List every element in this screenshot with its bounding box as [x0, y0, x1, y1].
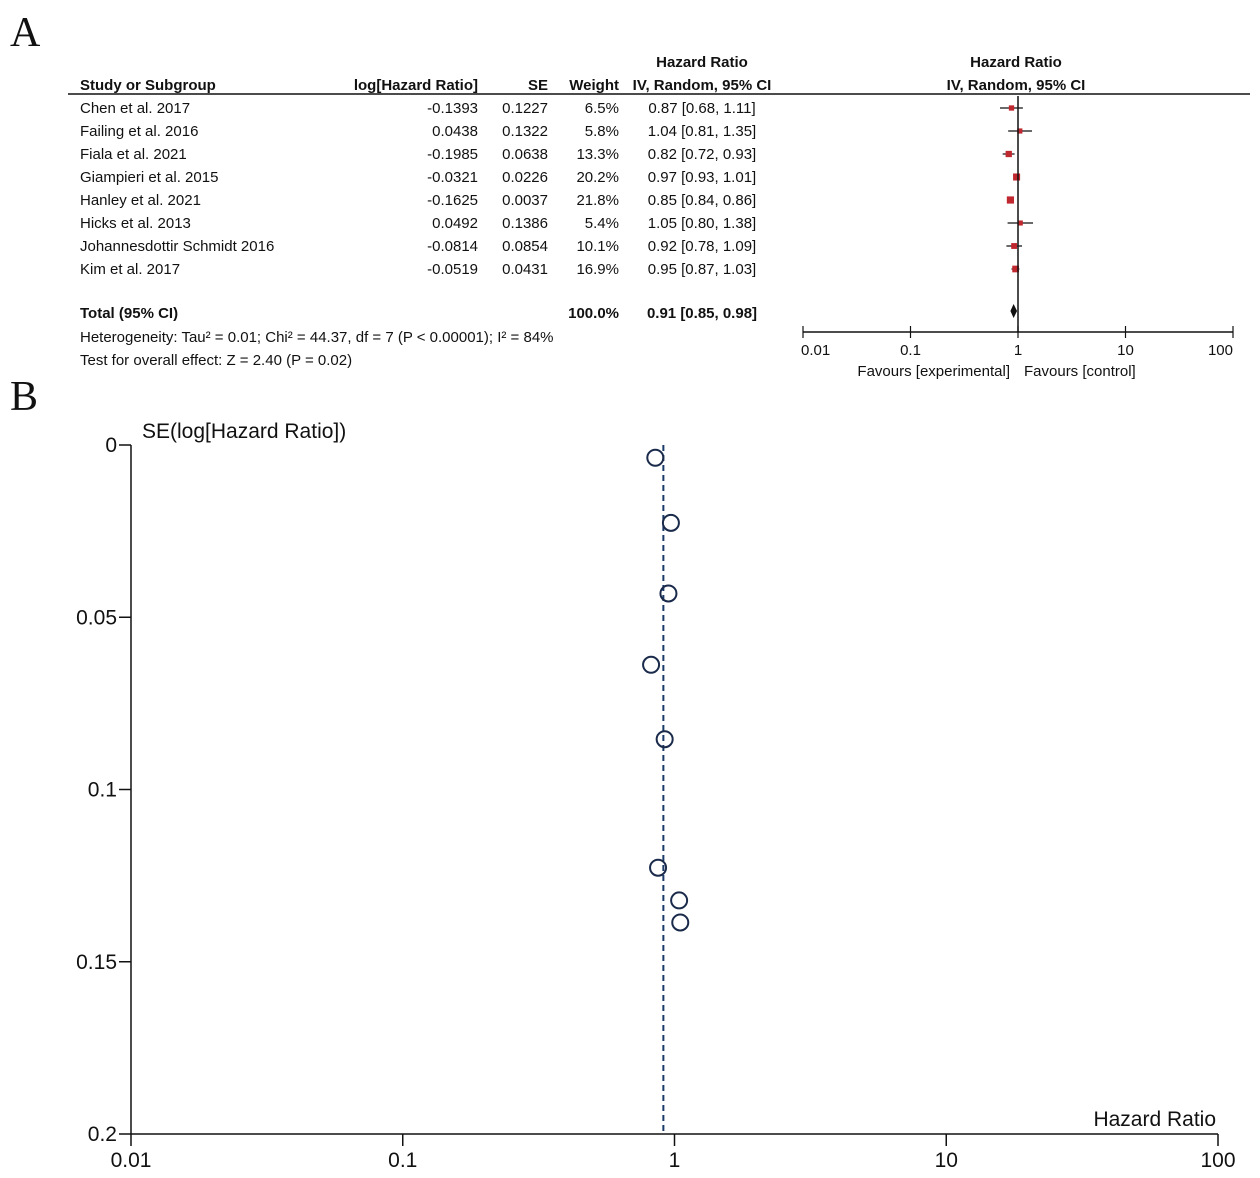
- total-ci: 0.91 [0.85, 0.98]: [646, 305, 758, 322]
- study-ci: 1.05 [0.80, 1.38]: [647, 215, 757, 232]
- study-loghr: -0.1625: [427, 192, 478, 209]
- study-se: 0.0638: [502, 146, 548, 163]
- funnel-x-tick-label: 0.1: [388, 1149, 418, 1172]
- study-weight: 5.4%: [584, 215, 619, 232]
- funnel-ticks: [76, 434, 1235, 1172]
- hr-ci-column-header: IV, Random, 95% CI: [632, 77, 772, 94]
- hr-column-header: Hazard Ratio: [656, 54, 748, 71]
- se-column-header: SE: [527, 77, 548, 94]
- funnel-y-tick-label: 0.1: [87, 778, 117, 802]
- forest-plot-area: [801, 96, 1233, 359]
- forest-rows: [80, 100, 756, 278]
- study-ci: 0.82 [0.72, 0.93]: [647, 146, 757, 163]
- study-weight: 6.5%: [584, 100, 619, 117]
- study-name: Failing et al. 2016: [80, 123, 199, 140]
- study-point: [660, 585, 676, 601]
- study-loghr: 0.0438: [432, 123, 478, 140]
- study-se: 0.0037: [502, 192, 548, 209]
- study-point: [671, 892, 687, 908]
- funnel-marks: [643, 445, 688, 1134]
- study-loghr: -0.0814: [427, 238, 478, 255]
- forest-x-tick-label: 0.1: [900, 342, 921, 359]
- forest-x-tick-label: 1: [1013, 342, 1023, 359]
- study-name: Kim et al. 2017: [80, 261, 181, 278]
- study-se: 0.1227: [502, 100, 548, 117]
- weight-column-header: Weight: [569, 77, 619, 94]
- loghr-column-header: log[Hazard Ratio]: [353, 77, 478, 94]
- study-se: 0.0854: [502, 238, 548, 255]
- study-point: [672, 914, 688, 930]
- study-ci: 0.95 [0.87, 1.03]: [647, 261, 757, 278]
- study-weight: 13.3%: [576, 146, 619, 163]
- study-se: 0.0431: [502, 261, 548, 278]
- heterogeneity-text: Heterogeneity: Tau² = 0.01; Chi² = 44.37, df = 7 (P < 0.00001); I² = 84%: [80, 329, 554, 346]
- forest-x-tick-label: 100: [1207, 342, 1233, 359]
- study-name: Hanley et al. 2021: [80, 192, 201, 209]
- study-weight: 16.9%: [576, 261, 619, 278]
- study-point: [657, 731, 673, 747]
- study-point: [643, 657, 659, 673]
- forest-plot: [68, 54, 1250, 380]
- forest-x-tick-label: 0.01: [801, 342, 831, 359]
- study-ci: 0.87 [0.68, 1.11]: [648, 100, 756, 117]
- funnel-x-tick-label: 0.01: [110, 1149, 152, 1172]
- funnel-y-tick-label: 0.15: [76, 950, 117, 974]
- study-column-header: Study or Subgroup: [80, 77, 216, 94]
- funnel-x-axis-title: Hazard Ratio: [1093, 1108, 1216, 1131]
- funnel-x-tick-label: 100: [1200, 1149, 1236, 1172]
- study-hr-marker: [1006, 151, 1012, 157]
- study-point: [647, 450, 663, 466]
- pooled-diamond: [1010, 304, 1017, 318]
- study-ci: 1.04 [0.81, 1.35]: [647, 123, 757, 140]
- study-name: Chen et al. 2017: [80, 100, 191, 117]
- funnel-x-tick-label: 10: [934, 1149, 958, 1172]
- study-point: [663, 515, 679, 531]
- funnel-y-tick-label: 0.05: [76, 606, 117, 630]
- study-loghr: -0.1985: [427, 146, 478, 163]
- study-weight: 10.1%: [576, 238, 619, 255]
- study-se: 0.0226: [502, 169, 548, 186]
- study-ci: 0.85 [0.84, 0.86]: [647, 192, 757, 209]
- study-hr-marker: [1007, 196, 1014, 203]
- study-name: Giampieri et al. 2015: [80, 169, 219, 186]
- study-loghr: -0.0519: [427, 261, 478, 278]
- funnel-y-tick-label: 0.2: [87, 1123, 117, 1146]
- study-se: 0.1322: [502, 123, 548, 140]
- study-loghr: 0.0492: [432, 215, 478, 232]
- study-hr-marker: [1013, 173, 1020, 180]
- study-se: 0.1386: [502, 215, 548, 232]
- study-hr-marker: [1011, 243, 1017, 249]
- study-hr-marker: [1009, 105, 1014, 110]
- total-weight: 100.0%: [568, 305, 619, 322]
- study-loghr: -0.1393: [427, 100, 478, 117]
- study-weight: 21.8%: [576, 192, 619, 209]
- study-name: Johannesdottir Schmidt 2016: [80, 238, 275, 255]
- funnel-plot: [76, 420, 1235, 1172]
- funnel-x-tick-label: 1: [668, 1149, 681, 1172]
- study-weight: 5.8%: [584, 123, 619, 140]
- total-label: Total (95% CI): [80, 305, 179, 322]
- study-name: Fiala et al. 2021: [80, 146, 187, 163]
- study-ci: 0.97 [0.93, 1.01]: [647, 169, 757, 186]
- forest-x-tick-label: 10: [1117, 342, 1134, 359]
- study-loghr: -0.0321: [427, 169, 478, 186]
- funnel-y-tick-label: 0: [105, 434, 117, 457]
- plot-column-header: Hazard Ratio: [970, 54, 1062, 71]
- favours-experimental-label: Favours [experimental]: [857, 363, 1010, 380]
- panel-b-label: B: [10, 374, 39, 420]
- study-ci: 0.92 [0.78, 1.09]: [647, 238, 757, 255]
- study-name: Hicks et al. 2013: [80, 215, 191, 232]
- study-weight: 20.2%: [576, 169, 619, 186]
- panel-a-label: A: [10, 10, 41, 56]
- favours-control-label: Favours [control]: [1024, 363, 1136, 380]
- plot-ci-column-header: IV, Random, 95% CI: [946, 77, 1086, 94]
- funnel-y-axis-title: SE(log[Hazard Ratio]): [142, 420, 347, 443]
- overall-effect-text: Test for overall effect: Z = 2.40 (P = 0.02): [80, 352, 353, 369]
